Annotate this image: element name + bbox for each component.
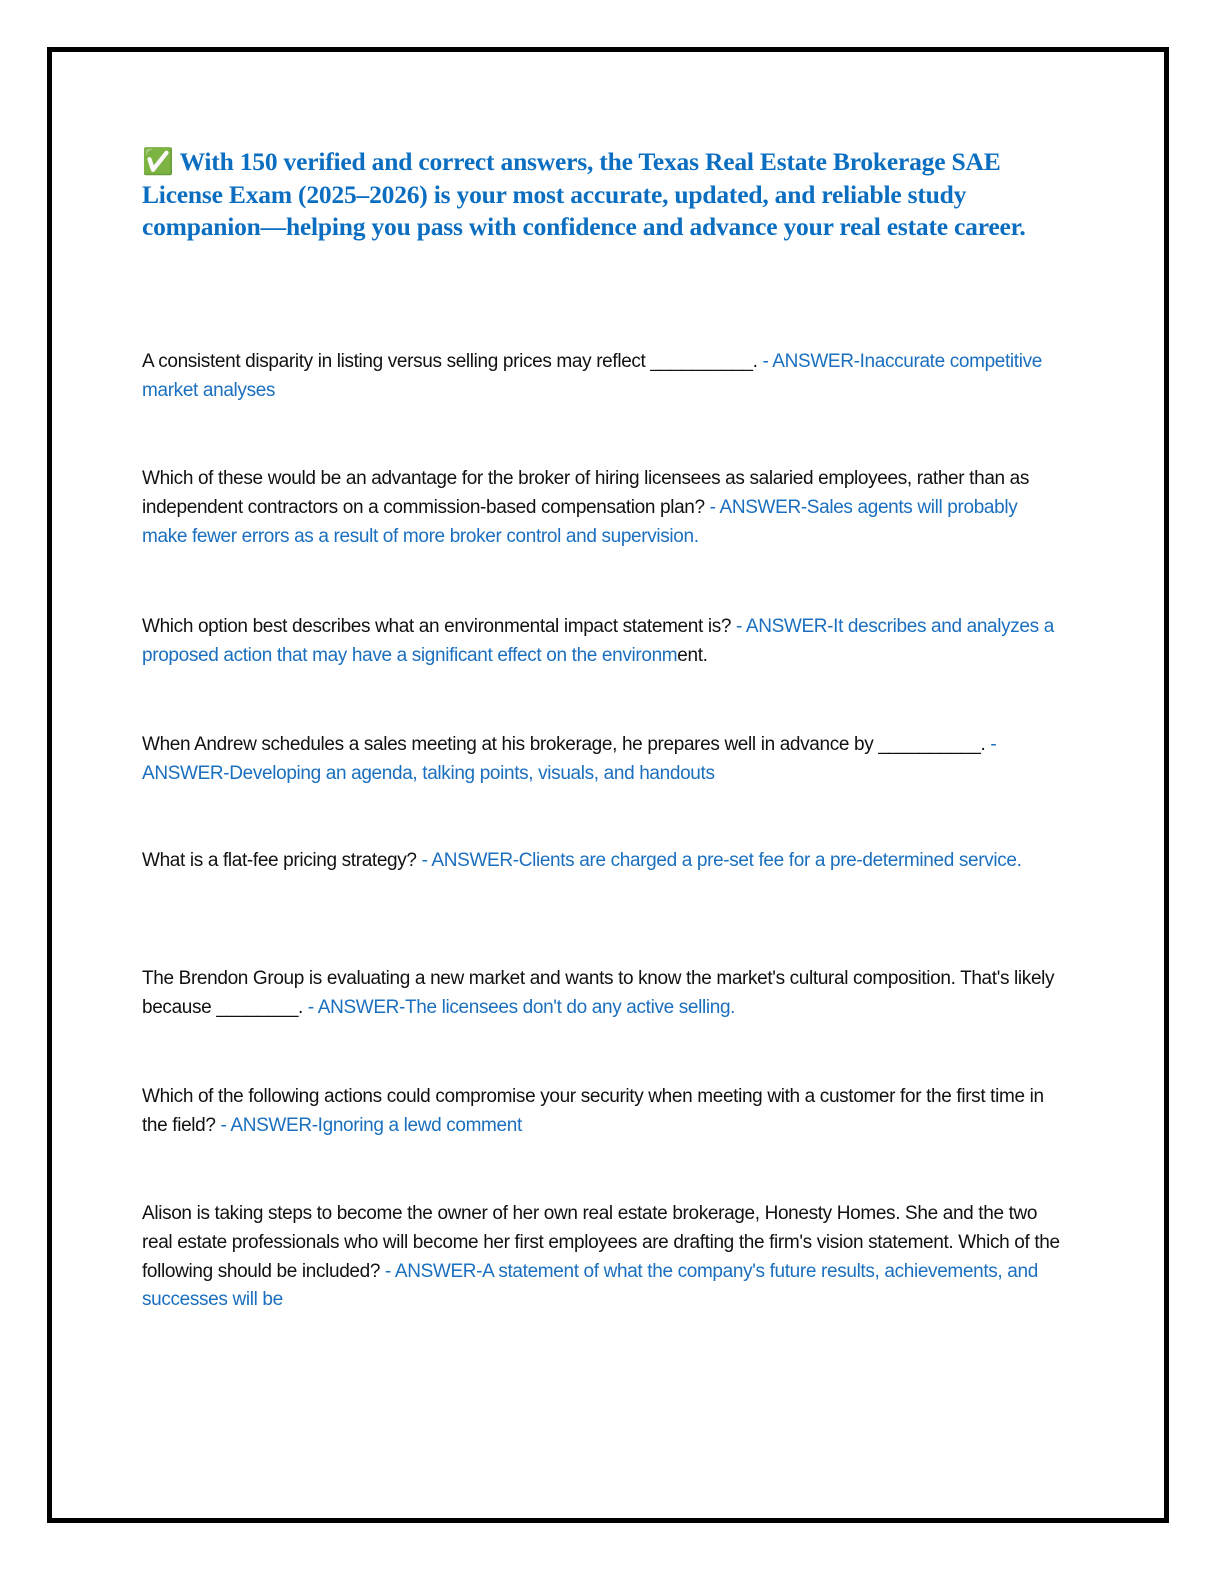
answer-text: - ANSWER-Sales agents will probably make fewer errors as a result of more broker control and supervision. <box>142 496 1018 547</box>
question-text: Alison is taking steps to become the owner of her own real estate brokerage, Honesty Homes. She and the two real estate professionals who will become her first employees are drafting the firm's vision statement. Which of the following should be included? <box>142 1203 1060 1282</box>
qa-item <box>142 847 1067 876</box>
qa-item <box>142 465 1067 551</box>
qa-item <box>142 613 1067 671</box>
answer-text: - ANSWER-It describes and analyzes a proposed action that may have a significant effect on the environm <box>142 616 1054 666</box>
answer-text: - ANSWER-A statement of what the company's future results, achievements, and successes will be <box>142 1260 1038 1311</box>
answer-text: - ANSWER-The licensees don't do any active selling. <box>307 996 736 1018</box>
question-text: A consistent disparity in listing versus selling prices may reflect __________. <box>142 351 763 372</box>
qa-item <box>142 731 1067 789</box>
document-title <box>142 146 1062 244</box>
question-text: Which of the following actions could compromise your security when meeting with a customer for the first time in the field? <box>142 1086 1044 1136</box>
question-trailing-text: ent. <box>677 644 708 666</box>
answer-text: - ANSWER-Ignoring a lewd comment <box>220 1114 522 1136</box>
answer-text: - ANSWER-Clients are charged a pre-set fee for a pre-determined service. <box>421 850 1022 871</box>
answer-text: - ANSWER-Inaccurate competitive market analyses <box>142 351 1042 401</box>
question-text: Which option best describes what an environmental impact statement is? <box>142 616 737 637</box>
question-text: When Andrew schedules a sales meeting at his brokerage, he prepares well in advance by __________. <box>142 734 991 755</box>
qa-item <box>142 348 1067 406</box>
answer-text: - ANSWER-Developing an agenda, talking points, visuals, and handouts <box>142 734 997 784</box>
qa-item <box>142 1200 1067 1315</box>
check-mark-icon: ✅ <box>142 147 174 176</box>
document-title-text: With 150 verified and correct answers, the Texas Real Estate Brokerage SAE License Exam (2025–2026) is your most accurate, updated, and reliable study companion—helping you pass with confidence and advance your real estate career. <box>142 147 1026 241</box>
question-text: Which of these would be an advantage for the broker of hiring licensees as salaried employees, rather than as independent contractors on a commission-based compensation plan? <box>142 468 1030 518</box>
question-text: What is a flat-fee pricing strategy? <box>142 850 422 871</box>
qa-item <box>142 965 1067 1023</box>
qa-item <box>142 1083 1067 1141</box>
question-text: The Brendon Group is evaluating a new market and wants to know the market's cultural composition. That's likely because ________. <box>142 968 1055 1018</box>
